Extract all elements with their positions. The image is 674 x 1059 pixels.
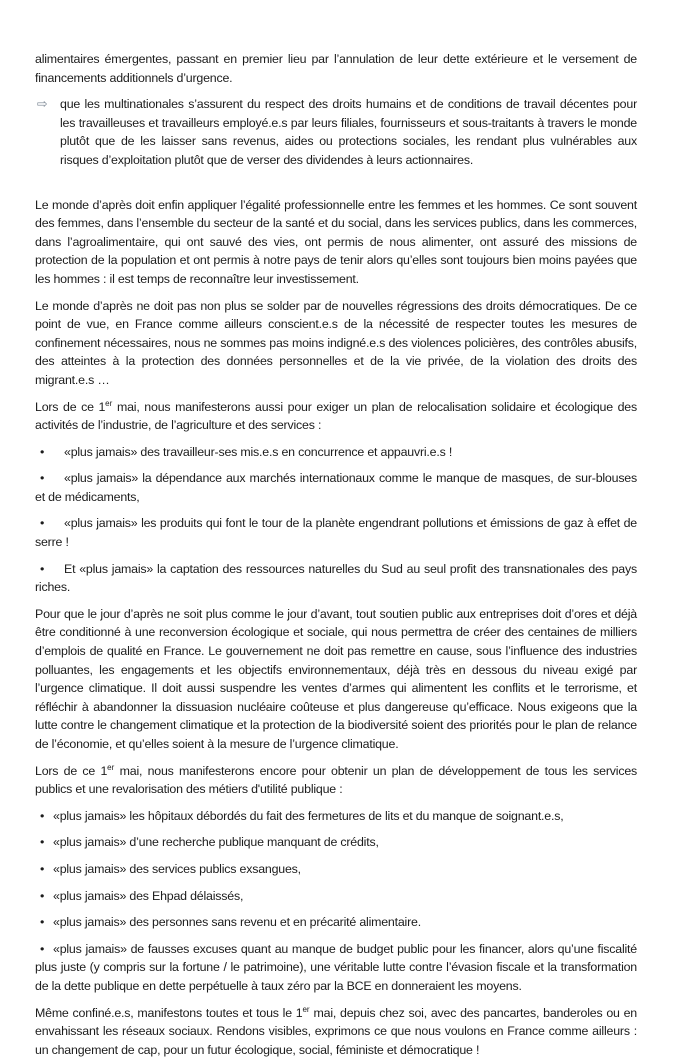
paragraph-conclusion (35, 1004, 637, 1059)
list-item-text: «plus jamais» des services publics exsangues, (53, 861, 301, 876)
bullet-icon: • (40, 835, 45, 850)
list-item-text: «plus jamais» des Ehpad délaissés, (53, 888, 244, 903)
document-body (35, 50, 637, 1059)
paragraph-relocalisation-post: mai, nous manifesterons aussi pour exiger un plan de relocalisation solidaire et écologique des activités de l’industrie, de l’agriculture et des services : (35, 399, 637, 433)
list-item (35, 560, 637, 597)
list-item (35, 887, 637, 906)
list-item-text: «plus jamais» les produits qui font le tour de la planète engendrant pollutions et émissions de gaz à effet de serre ! (35, 516, 637, 550)
bullet-icon: • (40, 444, 45, 459)
bullet-icon: • (40, 941, 45, 956)
bullet-icon: • (40, 808, 45, 823)
bullet-icon: • (40, 561, 45, 576)
list-item (35, 940, 637, 996)
bullet-icon: • (40, 888, 45, 903)
bullet-list-services (35, 807, 637, 996)
bullet-list-relocalisation (35, 443, 637, 597)
list-item (35, 469, 637, 506)
paragraph-financements-continuation: alimentaires émergentes, passant en premier lieu par l’annulation de leur dette extérieure et le versement de financements additionnels d’urgence. (35, 52, 637, 85)
ordinal-superscript: er (302, 1004, 310, 1014)
paragraph-services-publics (35, 762, 637, 799)
paragraph-services-pre: Lors de ce 1 (35, 763, 108, 778)
list-item-text: «plus jamais» d’une recherche publique manquant de crédits, (53, 835, 379, 850)
list-item-text: «plus jamais» de fausses excuses quant au manque de budget public pour les financer, alors qu’une fiscalité plus juste (y compris sur la fortune / le patrimoine), une véritable lutte contre l’évasion fiscale et la transformation de la dette publique en dette perpétuelle à taux zéro par la BCE en donneraient les moyens. (35, 941, 637, 993)
right-arrow-bullet-icon: ⇨ (37, 96, 48, 112)
list-item (35, 913, 637, 932)
paragraph-conclusion-post: mai, depuis chez soi, avec des pancartes, banderoles ou en envahissant les réseaux sociaux. Rendons visibles, exprimons ce que nous voulons en France comme ailleurs : un changement de cap, pour un futur écologique, social, féministe et démocratique ! (35, 1005, 637, 1057)
list-item (35, 860, 637, 879)
arrow-bullet-item (35, 95, 637, 169)
list-item (35, 443, 637, 462)
ordinal-superscript: er (107, 762, 115, 772)
list-item (35, 833, 637, 852)
list-item-text: Et «plus jamais» la captation des ressources naturelles du Sud au seul profit des transnationales des pays riches. (35, 561, 637, 595)
list-item-text: «plus jamais» la dépendance aux marchés internationaux comme le manque de masques, de sur-blouses et de médicaments, (35, 471, 637, 504)
bullet-icon: • (40, 915, 45, 930)
list-item (35, 514, 637, 551)
arrow-bullet-text: que les multinationales s’assurent du respect des droits humains et de conditions de travail décentes pour les travailleuses et travailleurs employé.e.s par leurs filiales, fournisseurs et sous-traitants à travers le monde plutôt que de les laisser sans revenus, aides ou protections sociales, les rendant plus vulnérables aux risques d’exploitation plutôt que de verser des dividendes à leurs actionnaires. (60, 97, 637, 167)
paragraph-reconversion-ecologique: Pour que le jour d’après ne soit plus comme le jour d’avant, tout soutien public aux entreprises doit d’ores et déjà être conditionné à une reconversion écologique et sociale, qui nous permettra de créer des centaines de milliers d’emplois de qualité en France. Le gouvernement ne doit pas remettre en cause, sous l’influence des industries polluantes, les engagements et les objectifs environnementaux, déjà très en dessous du niveau exigé par l’urgence climatique. Il doit aussi suspendre les ventes d’armes qui alimentent les conflits et le terrorisme, et réfléchir à abandonner la dissuasion nucléaire coûteuse et plus dangereuse qu’efficace. Nous exigeons que la lutte contre le changement climatique et la protection de la biodiversité soient des priorités pour le plan de relance de l’économie, et qu’elles soient à la mesure de l’urgence climatique. (35, 606, 637, 751)
paragraph-droits-democratiques: Le monde d’après ne doit pas non plus se solder par de nouvelles régressions des droits démocratiques. De ce point de vue, en France comme ailleurs conscient.e.s de la nécessité de respecter toutes les mesures de confinement nécessaires, nous ne sommes pas moins indigné.e.s des violences policières, des contrôles abusifs, des atteintes à la protection des données personnelles et de la vie privée, de la violation des droits des migrant.e.s … (35, 298, 637, 387)
paragraph-relocalisation-pre: Lors de ce 1 (35, 399, 106, 414)
list-item-text: «plus jamais» des travailleur-ses mis.e.s en concurrence et appauvri.e.s ! (64, 444, 453, 459)
paragraph-egalite-professionnelle: Le monde d’après doit enfin appliquer l’égalité professionnelle entre les femmes et les hommes. Ce sont souvent des femmes, dans l’ensemble du secteur de la santé et du social, dans les services publics, dans les commerces, dans l’agroalimentaire, qui ont sauvé des vies, ont permis de nous alimenter, ont assuré des missions de protection de la population et ont permis à notre pays de tenir alors qu’elles sont toujours bien moins payées que les hommes : il est temps de reconnaître leur investissement. (35, 197, 637, 286)
list-item (35, 807, 637, 826)
bullet-icon: • (40, 471, 45, 486)
paragraph-relocalisation (35, 398, 637, 435)
ordinal-superscript: er (105, 398, 113, 408)
paragraph-conclusion-pre: Même confiné.e.s, manifestons toutes et tous le 1 (35, 1005, 303, 1020)
paragraph-services-post: mai, nous manifesterons encore pour obtenir un plan de développement de tous les services publics et une revalorisation des métiers d'utilité publique : (35, 763, 638, 797)
bullet-icon: • (40, 516, 45, 531)
list-item-text: «plus jamais» les hôpitaux débordés du fait des fermetures de lits et du manque de soignant.e.s, (53, 808, 564, 823)
bullet-icon: • (40, 861, 45, 876)
list-item-text: «plus jamais» des personnes sans revenu et en précarité alimentaire. (53, 915, 421, 930)
